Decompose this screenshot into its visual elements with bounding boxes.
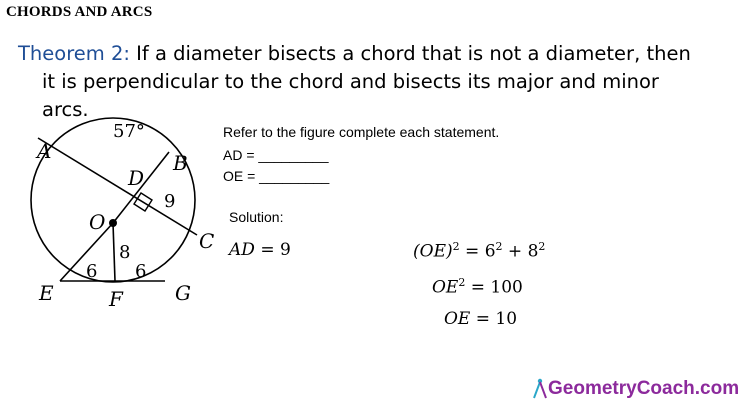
segment-label-9: 9 — [164, 191, 176, 212]
solution-oe-line-1 — [413, 240, 545, 262]
segment-label-6-right: 6 — [135, 261, 147, 282]
geometry-coach-logo — [532, 378, 739, 400]
oe1-a-exp: 2 — [495, 240, 503, 253]
segment-label-6-left: 6 — [86, 261, 98, 282]
theorem-label: Theorem 2: — [18, 42, 130, 65]
oe3-value: 10 — [495, 309, 518, 329]
ad-value: 9 — [279, 240, 291, 260]
oe1-lhs: (OE) — [413, 241, 453, 262]
segment-of — [113, 223, 115, 281]
point-label-f: F — [109, 287, 123, 311]
oe3-equals: = — [470, 309, 496, 329]
statement-ad: AD = _________ — [223, 147, 329, 163]
logo-text: GeometryCoach.com — [548, 378, 739, 399]
solution-oe-line-3 — [444, 309, 517, 329]
theorem-line-1: If a diameter bisects a chord that is not a diameter, then — [129, 42, 691, 65]
ad-lhs: AD — [229, 240, 255, 260]
theorem-line-2: it is perpendicular to the chord and bisects its major and minor — [42, 70, 659, 93]
point-label-o: O — [89, 210, 106, 234]
oe2-exp: 2 — [458, 276, 466, 289]
geometry-figure — [25, 115, 225, 315]
oe2-equals: = — [465, 277, 491, 298]
oe3-lhs: OE — [444, 309, 471, 329]
point-label-b: B — [173, 151, 188, 175]
statement-intro: Refer to the figure complete each statement. — [223, 124, 500, 140]
point-label-e: E — [39, 281, 54, 305]
segment-label-8: 8 — [119, 242, 131, 263]
ad-equals: = — [254, 240, 280, 260]
point-label-a: A — [37, 139, 52, 163]
oe1-b: 8 — [527, 241, 539, 262]
statement-oe: OE = _________ — [223, 168, 330, 184]
theorem-line-3: arcs. — [42, 98, 89, 121]
solution-oe-line-2 — [432, 276, 523, 298]
oe1-a: 6 — [484, 241, 496, 262]
oe1-b-exp: 2 — [538, 240, 546, 253]
point-label-d: D — [128, 166, 145, 190]
solution-ad — [229, 240, 291, 260]
oe1-equals: = — [459, 241, 485, 262]
oe2-value: 100 — [490, 277, 523, 298]
point-label-g: G — [175, 281, 191, 305]
compass-icon — [532, 378, 548, 400]
point-label-c: C — [199, 229, 215, 253]
center-point — [109, 219, 117, 227]
oe2-lhs: OE — [432, 277, 459, 298]
theorem-text — [18, 40, 708, 124]
oe1-exp: 2 — [452, 240, 460, 253]
solution-label: Solution: — [229, 209, 284, 225]
page-header: CHORDS AND ARCS — [6, 4, 153, 20]
arc-measure: 57° — [113, 121, 145, 142]
oe1-plus: + — [502, 241, 528, 262]
